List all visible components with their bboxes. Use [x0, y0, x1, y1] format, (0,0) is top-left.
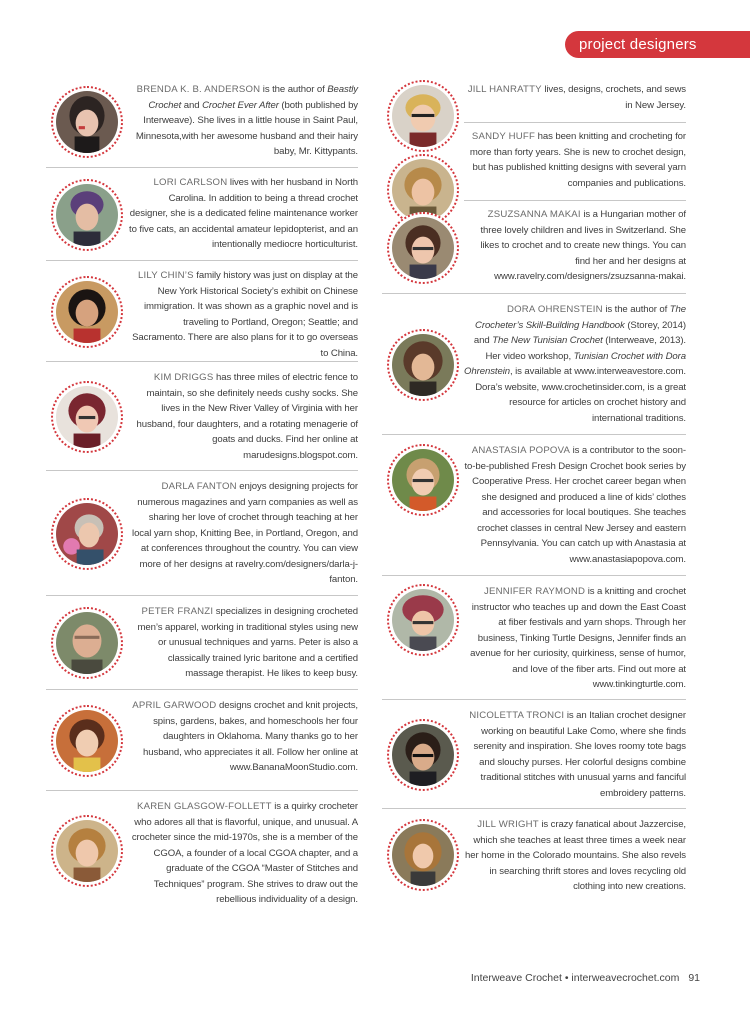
footer-site: interweavecrochet.com — [571, 972, 680, 984]
designer-bio: JILL WRIGHT is crazy fanatical about Jazzercise, which she teaches at least three times a week near her home in the Colorado mountains. She also revels in searching thrift stores and loves recycling old clothing into new creations. — [382, 809, 686, 901]
designer-name: JENNIFER RAYMOND — [484, 586, 586, 597]
designer-name: KAREN GLASGOW-FOLLETT — [137, 801, 272, 812]
designer-bio: KAREN GLASGOW-FOLLETT is a quirky crocheter who adores all that is flavorful, unique, and unusual. A crocheter since the mid-1970s, she is a member of the CGOA, a founder of a local CGOA chapter, and a graduate of the CGOA “Master of Stitches and Techniques” program. She strives to draw out the rebellious individuality of a design. — [46, 791, 358, 911]
designer-bio: LORI CARLSON lives with her husband in North Carolina. In addition to being a thread crochet designer, she is a dedicated feline maintenance worker to five cats, an accidental amateur lepidopterist, and an intentionally mediocre horticulturist. — [46, 168, 358, 261]
designer-photo-carlson — [51, 179, 123, 251]
designer-name: PETER FRANZI — [141, 606, 214, 617]
designer-photo-popova — [387, 444, 459, 516]
designer-photo-garwood — [51, 705, 123, 777]
designer-name: APRIL GARWOOD — [132, 700, 217, 711]
designer-name: KIM DRIGGS — [153, 372, 214, 383]
designer-photo-glasgow-follett — [51, 815, 123, 887]
designer-name: DARLA FANTON — [161, 481, 237, 492]
page-number: 91 — [688, 972, 700, 984]
designer-bio: KIM DRIGGS has three miles of electric fence to maintain, so she definitely needs cushy socks. She lives in the New River Valley of Virginia with her husband, four daughters, and a rotating menagerie of goats and ducks. Find her online at marudesigns.blogspot.com. — [46, 362, 358, 471]
designer-bio: DARLA FANTON enjoys designing projects for numerous magazines and yarn companies as well as sharing her love of crochet through teaching at her local yarn shop, Knitting Bee, in Portland, Oregon, and at conferences throughout the country. You can view more of her designs at ravelry.com/designers/darla-j-fanton. — [46, 471, 358, 596]
designer-photo-makai — [387, 212, 459, 284]
designer-bio: PETER FRANZI specializes in designing crocheted men’s apparel, working in traditional styles using new or unusual techniques and yarns. Peter is also a classically trained lyric baritone and a certified massage therapist. He likes to keep busy. — [46, 596, 358, 690]
designer-name: ANASTASIA POPOVA — [471, 445, 571, 456]
designer-photo-driggs — [51, 381, 123, 453]
designer-photo-wright — [387, 819, 459, 891]
designer-bio: DORA OHRENSTEIN is the author of The Crocheter’s Skill-Building Handbook (Storey, 2014) and The New Tunisian Crochet (Interweave, 2013). Her video workshop, Tunisian Crochet with Dora Ohrenstein, is available at www.interweavestore.com. Dora’s website, www.crochetinsider.com, is a great resource for articles on crochet history and international traditions. — [382, 294, 686, 435]
designer-photo-ohrenstein — [387, 329, 459, 401]
designer-bio: SANDY HUFF has been knitting and crocheting for more than forty years. She is new to crochet design, but has published knitting designs with several yarn companies and publications. — [382, 123, 686, 200]
designer-name: SANDY HUFF — [471, 131, 536, 142]
designer-bio: ANASTASIA POPOVA is a contributor to the soon-to-be-published Fresh Design Crochet book series by Cooperative Press. Her crochet career began when she designed and produced a line of kids’ clothes and accessories for local boutiques. She teaches crochet classes in central New Jersey and eastern Pennsylvania. You can catch up with Anastasia at www.anastasiapopova.com. — [382, 435, 686, 576]
designer-photo-fanton — [51, 498, 123, 570]
footer-publication: Interweave Crochet — [470, 972, 562, 984]
designer-name: NICOLETTA TRONCI — [469, 710, 565, 721]
designer-name: JILL HANRATTY — [467, 84, 542, 95]
section-title-tab — [565, 31, 750, 58]
designer-bio: LILY CHIN’S family history was just on display at the New York Historical Society’s exhibit on Chinese immigration. It was shown as a graphic novel and is traveling to Portland, Oregon; Seattle; and Sacramento. There are also plans for it to go overseas to China. — [46, 261, 358, 362]
designer-photo-franzi — [51, 607, 123, 679]
footer-separator: • — [564, 972, 569, 984]
designer-name: LORI CARLSON — [153, 177, 228, 188]
designer-name: JILL WRIGHT — [477, 819, 539, 830]
designer-bio: JILL HANRATTY lives, designs, crochets, and sews in New Jersey. — [382, 76, 686, 122]
designer-name: DORA OHRENSTEIN — [507, 304, 603, 315]
designer-bio: APRIL GARWOOD designs crochet and knit projects, spins, gardens, bakes, and homeschools her four daughters in Oklahoma. Many thanks go to her husband, who appreciates it all. Follow her online at www.BananaMoonStudio.com. — [46, 690, 358, 791]
designer-photo-raymond — [387, 584, 459, 656]
designers-column-right — [382, 76, 686, 901]
designer-name: BRENDA K. B. ANDERSON — [136, 84, 261, 95]
designer-name: ZSUZSANNA MAKAI — [487, 209, 581, 220]
designer-name: LILY CHIN’S — [138, 270, 194, 281]
designer-bio: ZSUZSANNA MAKAI is a Hungarian mother of three lovely children and lives in Switzerland. She likes to crochet and to create new things. You can find her and her designs at www.ravelry.com/designers/zsuzsanna-makai. — [382, 201, 686, 294]
designer-bio: JENNIFER RAYMOND is a knitting and crochet instructor who teaches up and down the East Coast at fiber festivals and yarn shops. Through her business, Tinking Turtle Designs, Jennifer finds an avenue for her curiosity, quirkiness, sense of humor, and love of the fiber arts. Find out more at www.tinkingturtle.com. — [382, 576, 686, 700]
page-footer — [420, 972, 700, 984]
designers-column-left — [46, 76, 358, 911]
designer-photo-tronci — [387, 719, 459, 791]
designer-photo-anderson — [51, 86, 123, 158]
designer-photo-chin — [51, 276, 123, 348]
designer-bio: NICOLETTA TRONCI is an Italian crochet designer working on beautiful Lake Como, where she finds serenity and inspiration. She loves roomy tote bags and slouchy purses. Her colorful designs combine traditional stitches with unusual yarns and fanciful embroidery patterns. — [382, 700, 686, 809]
designer-bio: BRENDA K. B. ANDERSON is the author of Beastly Crochet and Crochet Ever After (both published by Interweave). She lives in a little house in Saint Paul, Minnesota,with her awesome husband and their hairy baby, Mr. Kittypants. — [46, 76, 358, 168]
section-title: project designers — [579, 36, 697, 53]
